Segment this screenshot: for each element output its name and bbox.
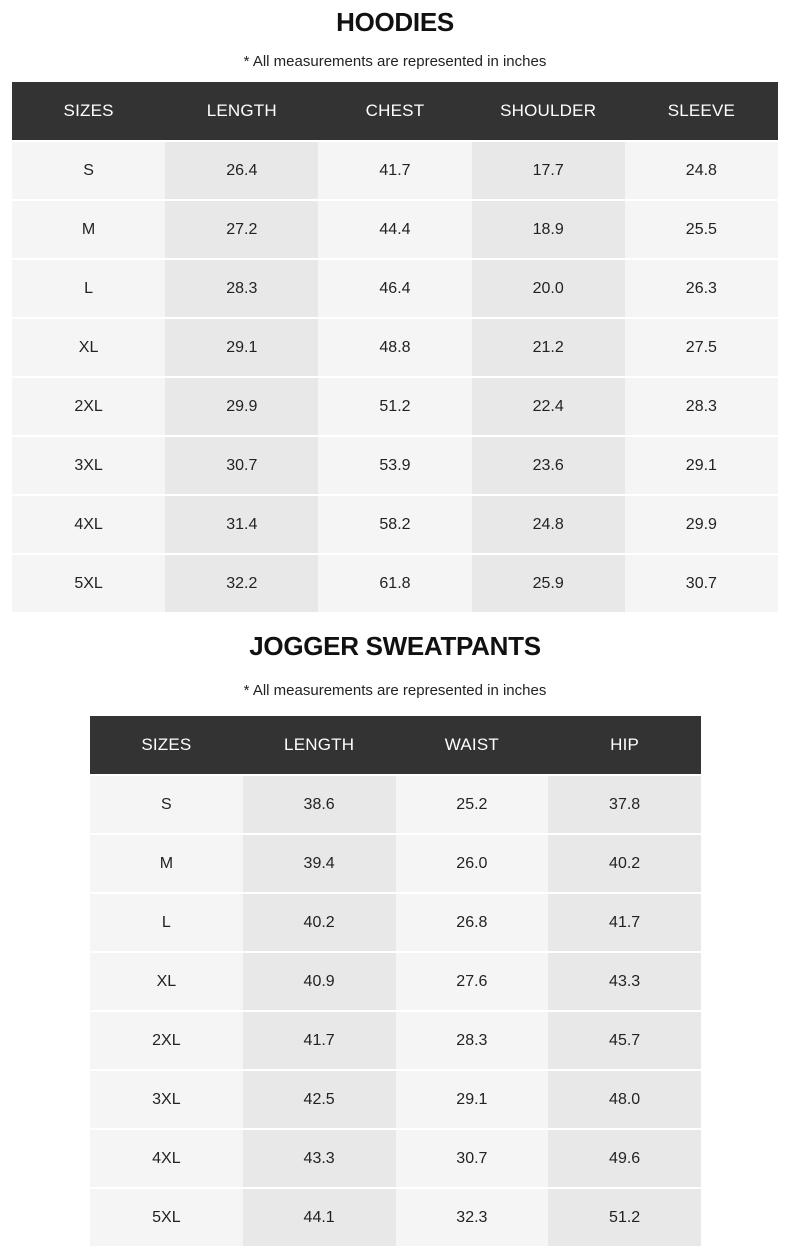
sleeve-cell: 30.7 (625, 554, 778, 612)
size-cell: L (90, 893, 243, 952)
size-cell: 4XL (90, 1129, 243, 1188)
size-cell: S (12, 141, 165, 200)
size-cell: XL (12, 318, 165, 377)
hip-cell: 51.2 (548, 1188, 701, 1246)
table-header-row (12, 82, 778, 141)
shoulder-cell: 25.9 (472, 554, 625, 612)
length-cell: 38.6 (243, 775, 396, 834)
sleeve-cell: 29.1 (625, 436, 778, 495)
sleeve-cell: 26.3 (625, 259, 778, 318)
table-row (12, 436, 778, 495)
shoulder-cell: 21.2 (472, 318, 625, 377)
chest-cell: 61.8 (318, 554, 471, 612)
hoodies-size-table (12, 82, 778, 612)
table-row (12, 259, 778, 318)
column-header-length: LENGTH (165, 82, 318, 141)
table-row (90, 1188, 701, 1246)
size-cell: 5XL (90, 1188, 243, 1246)
length-cell: 29.1 (165, 318, 318, 377)
waist-cell: 27.6 (396, 952, 549, 1011)
waist-cell: 30.7 (396, 1129, 549, 1188)
size-cell: M (12, 200, 165, 259)
length-cell: 31.4 (165, 495, 318, 554)
jogger-sweatpants-title: JOGGER SWEATPANTS (249, 631, 541, 661)
sleeve-cell: 28.3 (625, 377, 778, 436)
size-cell: 3XL (90, 1070, 243, 1129)
column-header-sleeve: SLEEVE (625, 82, 778, 141)
table-row (90, 834, 701, 893)
hip-cell: 41.7 (548, 893, 701, 952)
sleeve-cell: 25.5 (625, 200, 778, 259)
chest-cell: 51.2 (318, 377, 471, 436)
column-header-chest: CHEST (318, 82, 471, 141)
length-cell: 41.7 (243, 1011, 396, 1070)
shoulder-cell: 20.0 (472, 259, 625, 318)
length-cell: 26.4 (165, 141, 318, 200)
table-row (12, 200, 778, 259)
table-row (90, 893, 701, 952)
hip-cell: 40.2 (548, 834, 701, 893)
hip-cell: 48.0 (548, 1070, 701, 1129)
size-cell: M (90, 834, 243, 893)
length-cell: 43.3 (243, 1129, 396, 1188)
table-row (12, 377, 778, 436)
column-header-length: LENGTH (243, 716, 396, 775)
length-cell: 29.9 (165, 377, 318, 436)
hoodies-title: HOODIES (336, 7, 454, 37)
table-row (12, 318, 778, 377)
hoodies-measurement-note: * All measurements are represented in inches (243, 53, 547, 70)
table-row (90, 952, 701, 1011)
length-cell: 40.2 (243, 893, 396, 952)
size-cell: 2XL (12, 377, 165, 436)
hip-cell: 49.6 (548, 1129, 701, 1188)
chest-cell: 46.4 (318, 259, 471, 318)
waist-cell: 25.2 (396, 775, 549, 834)
table-row (90, 1011, 701, 1070)
waist-cell: 29.1 (396, 1070, 549, 1129)
waist-cell: 28.3 (396, 1011, 549, 1070)
shoulder-cell: 22.4 (472, 377, 625, 436)
length-cell: 40.9 (243, 952, 396, 1011)
size-cell: L (12, 259, 165, 318)
table-row (12, 141, 778, 200)
size-cell: 2XL (90, 1011, 243, 1070)
table-row (12, 495, 778, 554)
jogger-measurement-note: * All measurements are represented in inches (243, 682, 547, 699)
chest-cell: 41.7 (318, 141, 471, 200)
sleeve-cell: 24.8 (625, 141, 778, 200)
shoulder-cell: 18.9 (472, 200, 625, 259)
length-cell: 32.2 (165, 554, 318, 612)
column-header-sizes: SIZES (12, 82, 165, 141)
length-cell: 39.4 (243, 834, 396, 893)
hip-cell: 37.8 (548, 775, 701, 834)
length-cell: 30.7 (165, 436, 318, 495)
table-header-row (90, 716, 701, 775)
column-header-hip: HIP (548, 716, 701, 775)
table-row (90, 775, 701, 834)
chest-cell: 58.2 (318, 495, 471, 554)
shoulder-cell: 24.8 (472, 495, 625, 554)
sleeve-cell: 29.9 (625, 495, 778, 554)
waist-cell: 32.3 (396, 1188, 549, 1246)
length-cell: 28.3 (165, 259, 318, 318)
size-cell: S (90, 775, 243, 834)
size-cell: 5XL (12, 554, 165, 612)
column-header-shoulder: SHOULDER (472, 82, 625, 141)
jogger-size-table (90, 716, 701, 1246)
length-cell: 44.1 (243, 1188, 396, 1246)
chest-cell: 48.8 (318, 318, 471, 377)
waist-cell: 26.8 (396, 893, 549, 952)
hip-cell: 43.3 (548, 952, 701, 1011)
hip-cell: 45.7 (548, 1011, 701, 1070)
column-header-sizes: SIZES (90, 716, 243, 775)
chest-cell: 53.9 (318, 436, 471, 495)
table-row (90, 1129, 701, 1188)
waist-cell: 26.0 (396, 834, 549, 893)
shoulder-cell: 17.7 (472, 141, 625, 200)
shoulder-cell: 23.6 (472, 436, 625, 495)
size-cell: 4XL (12, 495, 165, 554)
size-cell: XL (90, 952, 243, 1011)
chest-cell: 44.4 (318, 200, 471, 259)
sleeve-cell: 27.5 (625, 318, 778, 377)
column-header-waist: WAIST (396, 716, 549, 775)
size-cell: 3XL (12, 436, 165, 495)
length-cell: 27.2 (165, 200, 318, 259)
table-row (90, 1070, 701, 1129)
table-row (12, 554, 778, 612)
length-cell: 42.5 (243, 1070, 396, 1129)
